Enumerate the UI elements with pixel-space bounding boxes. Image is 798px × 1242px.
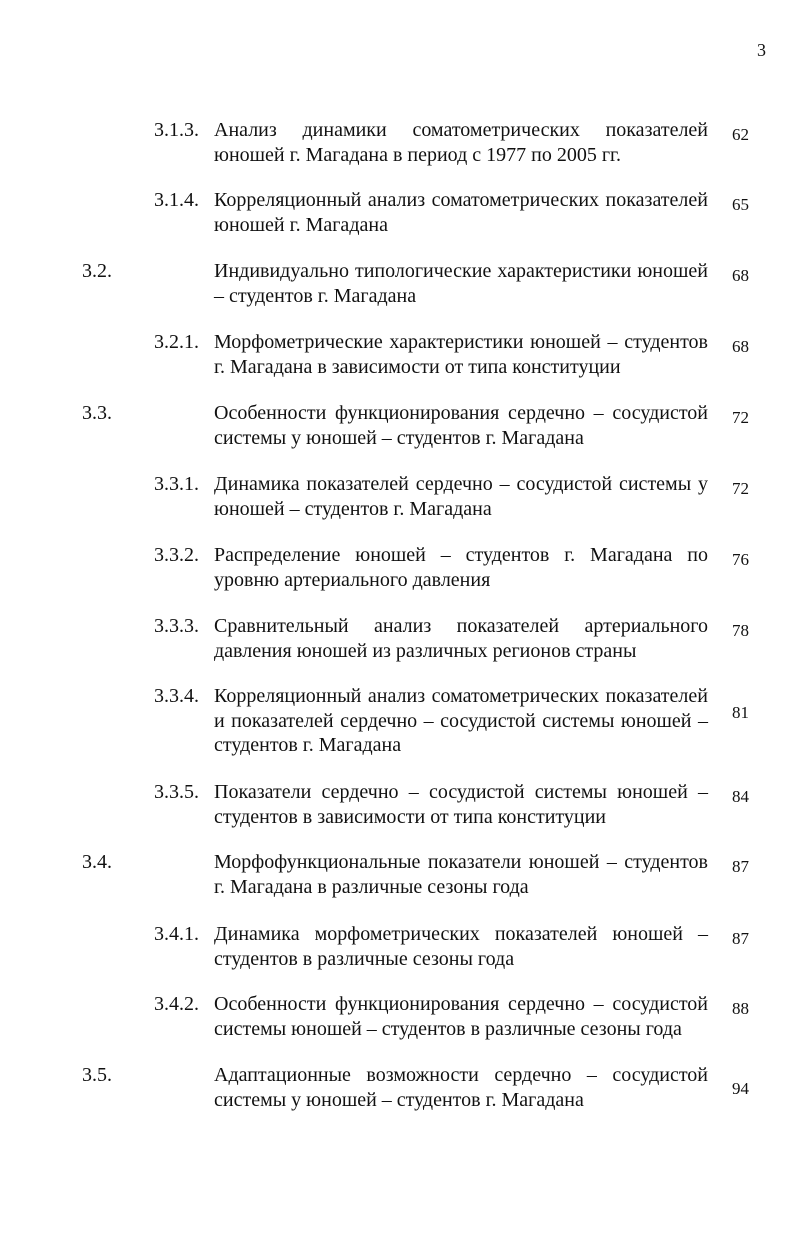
toc-entry-title: Корреляционный анализ соматометрических показателей юношей г. Магадана (214, 189, 708, 236)
toc-entry-number: 3.5. (82, 1064, 112, 1086)
toc-entry-number: 3.4. (82, 851, 112, 873)
toc-entry-page: 62 (732, 125, 749, 144)
toc-entry-number: 3.4.1. (154, 923, 199, 945)
toc-entry-title: Сравнительный анализ показателей артериального давления юношей из различных регионов страны (214, 615, 708, 662)
toc-entry-title: Адаптационные возможности сердечно – сосудистой системы у юношей – студентов г. Магадана (214, 1064, 708, 1111)
toc-entry-title: Анализ динамики соматометрических показателей юношей г. Магадана в период с 1977 по 2005 гг. (214, 119, 708, 166)
toc-entry-title: Динамика морфометрических показателей юношей – студентов в различные сезоны года (214, 923, 708, 970)
toc-entry-title: Морфофункциональные показатели юношей – студентов г. Магадана в различные сезоны года (214, 851, 708, 898)
toc-entry-page: 88 (732, 999, 749, 1018)
toc-entry-number: 3.4.2. (154, 993, 199, 1015)
toc-entry-title: Корреляционный анализ соматометрических показателей и показателей сердечно – сосудистой системы юношей – студентов г. Магадана (214, 685, 708, 756)
toc-entry-title: Динамика показателей сердечно – сосудистой системы у юношей – студентов г. Магадана (214, 473, 708, 520)
toc-entry-title: Индивидуально типологические характеристики юношей – студентов г. Магадана (214, 260, 708, 307)
toc-entry-title: Особенности функционирования сердечно – сосудистой системы у юношей – студентов г. Магадана (214, 402, 708, 449)
toc-entry-page: 68 (732, 266, 749, 285)
toc-entry-title: Особенности функционирования сердечно – сосудистой системы юношей – студентов в различные сезоны года (214, 993, 708, 1040)
toc-entry-page: 87 (732, 929, 749, 948)
toc-entry-page: 76 (732, 550, 749, 569)
toc-entry-number: 3.3.1. (154, 473, 199, 495)
toc-entry-page: 78 (732, 621, 749, 640)
toc-entry-number: 3.3.4. (154, 685, 199, 707)
toc-entry-number: 3.3. (82, 402, 112, 424)
toc-entry-number: 3.3.2. (154, 544, 199, 566)
toc-entry-number: 3.2. (82, 260, 112, 282)
toc-entry-page: 81 (732, 703, 749, 722)
toc-entry-number: 3.2.1. (154, 331, 199, 353)
page-number: 3 (757, 40, 766, 60)
toc-entry-title: Показатели сердечно – сосудистой системы юношей – студентов в зависимости от типа конституции (214, 781, 708, 828)
toc-entry-page: 87 (732, 857, 749, 876)
toc-entry-page: 72 (732, 408, 749, 427)
toc-entry-page: 65 (732, 195, 749, 214)
toc-entry-number: 3.3.3. (154, 615, 199, 637)
toc-entry-number: 3.1.4. (154, 189, 199, 211)
toc-entry-number: 3.1.3. (154, 119, 199, 141)
toc-entry-page: 84 (732, 787, 749, 806)
toc-entry-number: 3.3.5. (154, 781, 199, 803)
toc-entry-title: Распределение юношей – студентов г. Магадана по уровню артериального давления (214, 544, 708, 591)
toc-entry-page: 72 (732, 479, 749, 498)
toc-entry-title: Морфометрические характеристики юношей – студентов г. Магадана в зависимости от типа конституции (214, 331, 708, 378)
toc-entry-page: 94 (732, 1079, 749, 1098)
toc-entry-page: 68 (732, 337, 749, 356)
